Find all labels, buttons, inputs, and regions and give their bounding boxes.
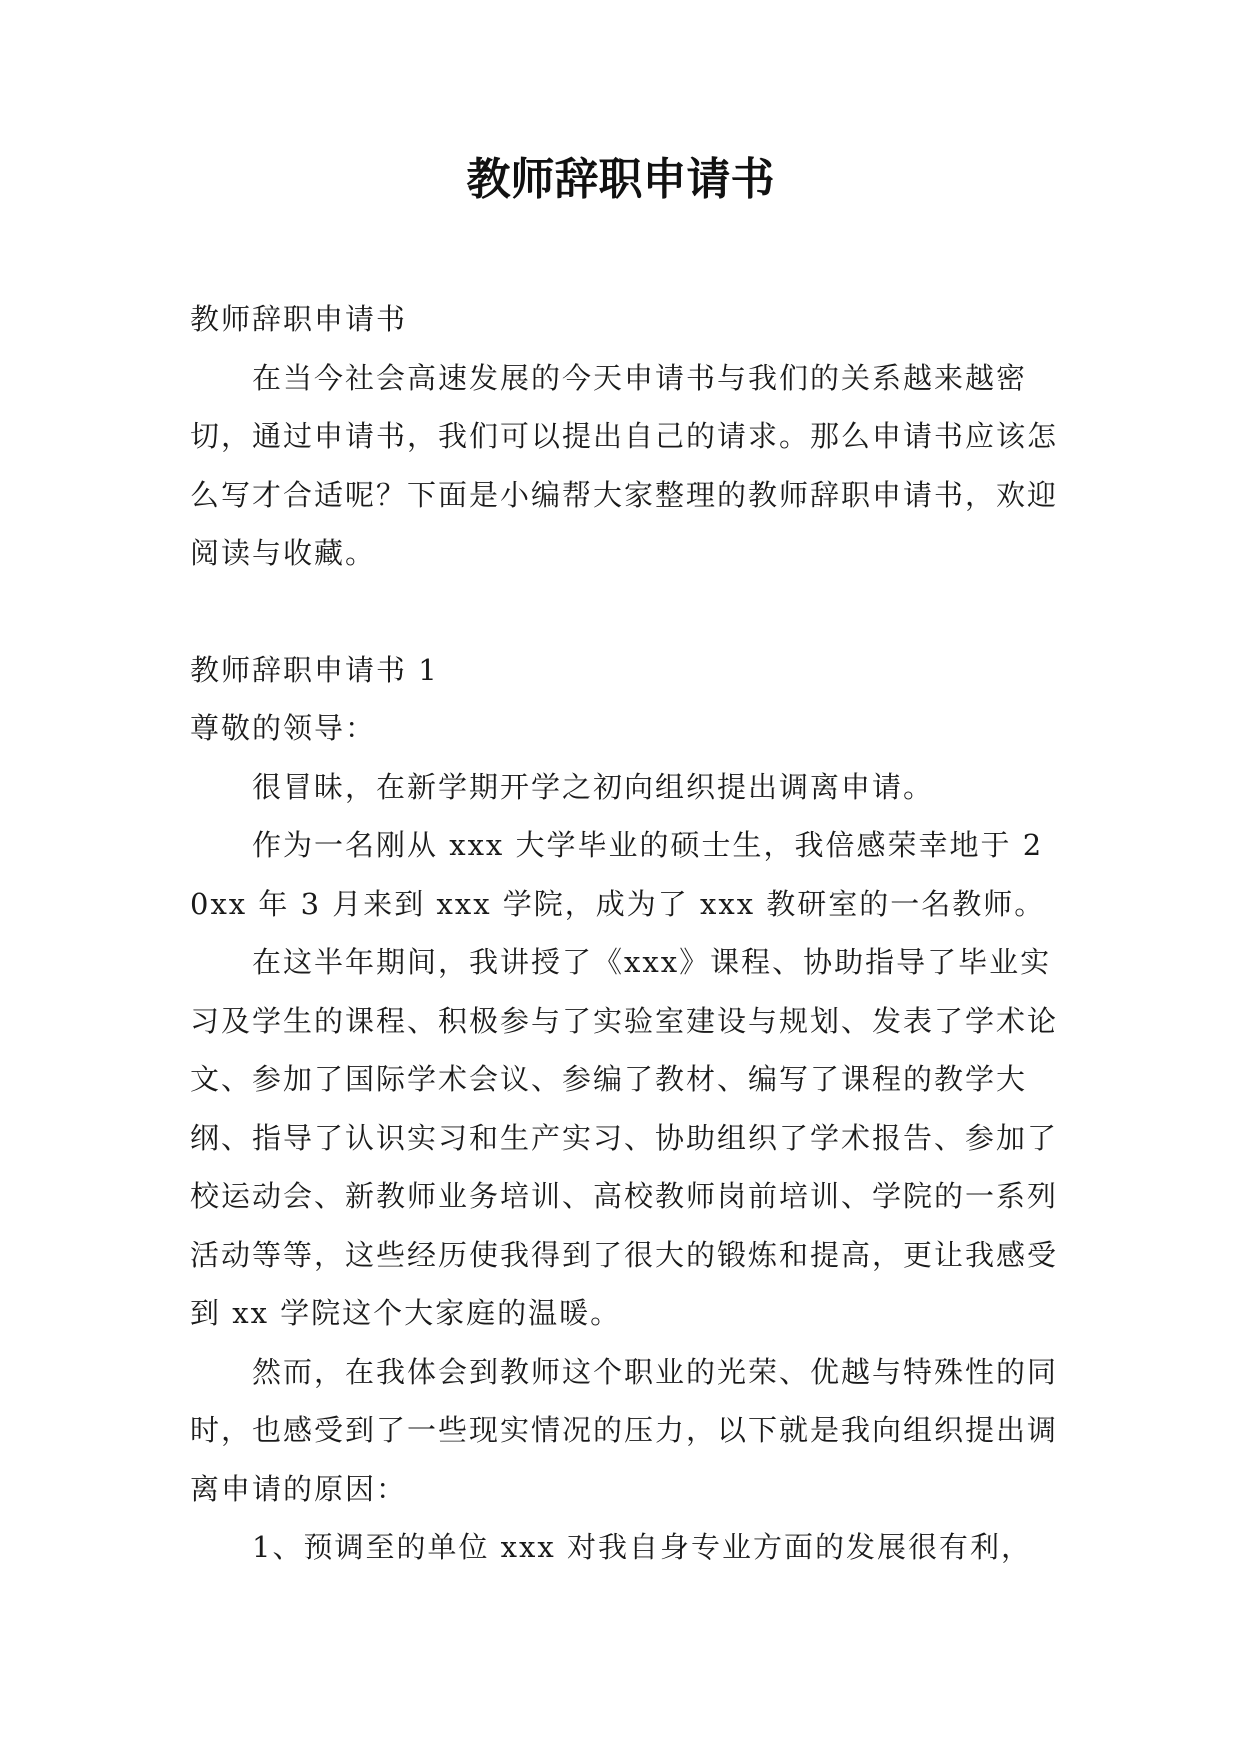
document-title: 教师辞职申请书 xyxy=(466,154,775,205)
body-paragraph-3: 在这半年期间，我讲授了《xxx》课程、协助指导了毕业实习及学生的课程、积极参与了实验室建设与规划、发表了学术论文、参加了国际学术会议、参编了教材、编写了课程的教学大纲、指导了认识实习和生产实习、协助组织了学术报告、参加了校运动会、新教师业务培训、高校教师岗前培训、学院的一系列活动等等，这些经历使我得到了很大的锻炼和提高，更让我感受到 xx 学院这个大家庭的温暖。 xyxy=(190,945,1059,1330)
intro-paragraph: 在当今社会高速发展的今天申请书与我们的关系越来越密切，通过申请书，我们可以提出自己的请求。那么申请书应该怎么写才合适呢？下面是小编帮大家整理的教师辞职申请书，欢迎阅读与收藏。 xyxy=(190,360,1059,570)
body-paragraph-2: 作为一名刚从 xxx 大学毕业的硕士生，我倍感荣幸地于 20xx 年 3 月来到 xxx 学院，成为了 xxx 教研室的一名教师。 xyxy=(190,828,1046,921)
body-paragraph-5: 1、预调至的单位 xxx 对我自身专业方面的发展很有利， xyxy=(252,1530,1032,1564)
body-paragraph-1: 很冒昧，在新学期开学之初向组织提出调离申请。 xyxy=(252,769,935,804)
body-paragraph-4: 然而，在我体会到教师这个职业的光荣、优越与特殊性的同时，也感受到了一些现实情况的压力，以下就是我向组织提出调离申请的原因： xyxy=(190,1354,1059,1506)
paragraph-spacer xyxy=(190,583,1060,641)
section-heading: 教师辞职申请书 1 xyxy=(190,652,439,687)
document-body xyxy=(190,290,1060,1577)
document-subtitle: 教师辞职申请书 xyxy=(190,302,408,336)
salutation: 尊敬的领导： xyxy=(190,711,377,745)
